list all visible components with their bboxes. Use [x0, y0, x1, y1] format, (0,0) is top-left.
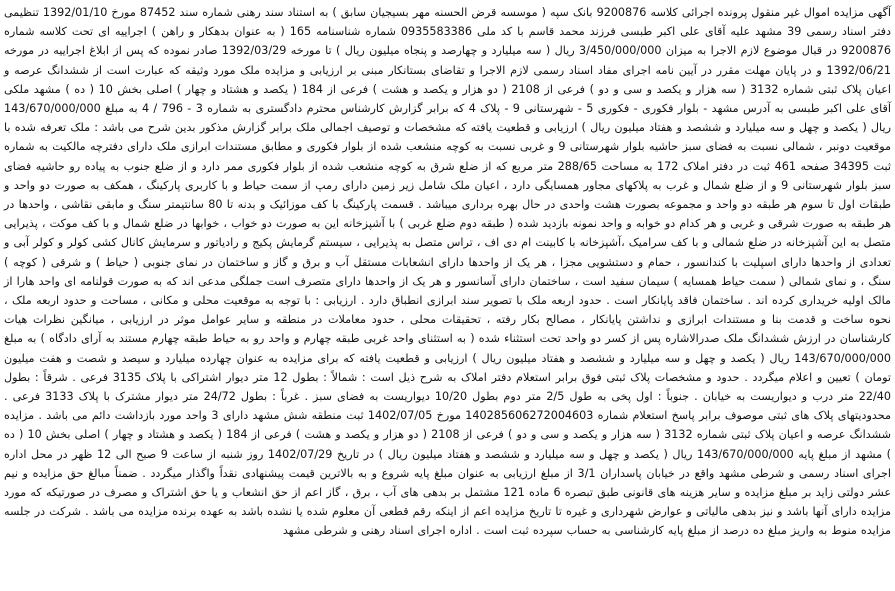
auction-notice-text: آگهی مزایده اموال غیر منقول پرونده اجرائی کلاسه 9200876 بانک سپه ( موسسه قرض الحسنه مهر بسیجیان سابق ) به استناد سند رهنی شماره سند 87452 مورخ 1392/01/10 تنظیمی دفتر اسناد رسمی 39 مشهد علیه آقای علی اکبر طبسی فرزند محمد قاسم با کد ملی 0935583386 شماره شناسنامه 165 ( به عنوان بدهکار و راهن ) اجراییه ای تحت کلاسه شماره 9200876 در قبال موضوع لازم الاجرا به میزان 3/450/000/000 ریال ( سه میلیارد و چهارصد و پنجاه میلیون ریال ) تا مورخه 1392/03/29 صادر نموده که پس از ابلاغ اجراییه در مورخه 1392/06/21 و در پایان مهلت مقرر در آیین نامه اجرای مفاد اسناد رسمی لازم الاجرا و تقاضای بستانکار مبنی بر ارزیابی و مزایده ملک مورد وثیقه که عبارت است از ششدانگ عرصه و اعیان پلاک ثبتی شماره 3132 ( سه هزار و یکصد و سی و دو ) فرعی از 2108 ( دو هزار و یکصد و هشت ) فرعی از 184 ( یکصد و هشتاد و چهار ) اصلی بخش 10 ( ده ) مشهد ملکی آقای علی اکبر طبسی به آدرس مشهد - بلوار فکوری - فکوری 5 - شهرستانی 9 - پلاک 4 که برابر گزارش کارشناس محترم دادگستری به شماره 3 - 796 / 4 به مبلغ 143/670/000/000 ریال ( یکصد و چهل و سه میلیارد و ششصد و هفتاد میلیون ریال ) ارزیابی و قطعیت یافته که مشخصات و توصیف اجمالی ملک برابر گزارش مذکور بدین شرح می باشد : ملک تعرفه شده با موقعیت دونبر ، شمالی نسبت به فضای سبز حاشیه بلوار شهرستانی 9 و غربی نسبت به کوچه منشعب شده از بلوار فکوری و مطابق مستندات ابرازی ملک دارای دفترچه مالکیت به شماره ثبت 34395 صفحه 461 ثبت در دفتر املاک 172 به مساحت 288/65 متر مربع که از ضلع شرق به کوچه منشعب شده از بلوار فکوری ممر دارد و از ضلع جنوب به پیاده رو حاشیه فضای سبز بلوار شهرستانی 9 و از ضلع شمال و غرب به پلاکهای مجاور همسایگی دارد ، اعیان ملک شامل زیر زمین دارای رمپ از سمت حیاط و با کاربری پارکینگ ، همکف به صورت دو واحد و طبقات اول تا سوم هر طبقه دو واحد و مجموعه بصورت هشت واحدی در حال بهره برداری میباشد . قسمت پارکینگ با کف موزائیک و بدنه تا 80 سانتیمتر سنگ و مابقی نقاشی ، واحدها در هر طبقه به صورت شرقی و غربی و هر کدام دو خوابه و واحد نمونه بازدید شده ( طبقه دوم ضلع غربی ) با آشپزخانه این به صورت دو خواب ، خوابها در ضلع شمال و با کف موکت ، پذیرایی متصل به این آشپزخانه در ضلع شمالی و با کف سرامیک ،آشپزخانه با کابینت ام دی اف ، تراس متصل به پذیرایی ، سیستم گرمایش پکیج و رادیاتور و سرمایش کانال کشی کولر و کولر آبی و تعدادی از واحدها دارای اسپلیت با کندانسور ، حمام و دستشویی مجزا ، هر یک از واحدها دارای انشعابات مستقل آب و برق و گاز و ساختمان در نمای جنوبی ( حیاط ) و شرقی ( کوچه ) سنگ ، و نمای شمالی ( سمت حیاط همسایه ) سیمان سفید است ، ساختمان دارای آسانسور و هر یک از واحدها دارای متصرف است جملگی مدعی اند که به صورت قولنامه ای واحد هارا از مالک اولیه خریداری کرده اند . ساختمان فاقد پایانکار است . حدود اربعه ملک با تصویر سند ابرازی انطباق دارد . ارزیابی : با توجه به موقعیت محلی و مکانی ، مساحت و حدود اربعه ملک ، نحوه ساخت و قدمت بنا و مستندات ابرازی و نداشتن پایانکار ، مصالح بکار رفته ، تحقیقات محلی ، حدود معاملات در منطقه و سایر عوامل موثر در ارزیابی ، میانگین نظرات هیات کارشناسان در ارزش ششدانگ ملک صدرالاشاره پس از کسر دو واحد تحت استثناء شده ( به استثنای واحد غربی طبقه چهارم و واحد رو به حیاط طبقه چهارم مستند به آرای دادگاه ) به مبلغ 143/670/000/000 ریال ( یکصد و چهل و سه میلیارد و ششصد و هفتاد میلیون ریال ) ارزیابی و قطعیت یافته که برای مزایده به عنوان چهارده میلیارد و سیصد و شصت و هفت میلیون تومان ) تعیین و اعلام میگردد . حدود و مشخصات پلاک ثبتی فوق برابر استعلام دفتر املاک به شرح ذیل است : شمالاً : بطول 12 متر دیوار اشتراکی با پلاک 3135 فرعی . شرقاً : بطول 22/40 متر درب و دیواریست به خیابان . جنوباً : اول پخی به طول 2/5 متر دوم بطول 10/20 دیواریست به فضای سبز . غرباً : بطول 24/72 متر دیوار مشترک با پلاک 3133 فرعی . محدودیتهای پلاک های ثبتی موصوف برابر پاسخ استعلام شماره 140285606272004603 مورخ 1402/07/05 ثبت منطقه شش مشهد دارای 3 واحد مورد بازداشت دائم می باشد . مزایده ششدانگ عرصه و اعیان پلاک ثبتی شماره 3132 ( سه هزار و یکصد و سی و دو ) فرعی از 2108 ( دو هزار و یکصد و هشت ) فرعی از 184 ( یکصد و هشتاد و چهار ) اصلی بخش 10 ( ده ) مشهد از مبلغ پایه 143/670/000/000 ریال ( یکصد و چهل و سه میلیارد و ششصد و هفتاد میلیون ریال ) در تاریخ 1402/07/29 روز شنبه از ساعت 9 صبح الی 12 ظهر در محل اداره اجرای اسناد رسمی و شرطی مشهد واقع در خیابان پاسداران 3/1 از مبلغ ارزیابی به عنوان مبلغ پایه شروع و به بالاترین قیمت پیشنهادی نقداً واگذار میگردد . ضمناً مبالغ حق مزایده و نیم عشر دولتی زاید بر مبلغ مزایده و سایر هزینه های قانونی طبق تبصره 6 ماده 121 مشتمل بر بدهی های آب ، برق ، گاز اعم از حق انشعاب و یا حق اشتراک و مصرف در صورتیکه که مورد مزایده دارای آنها باشد و نیز بدهی مالیاتی و عوارض شهرداری و غیره تا تاریخ مزایده اعم از اینکه رقم قطعی آن معلوم شده یا نشده باشد به عهده برنده مزایده می باشد . شرکت در جلسه مزایده منوط به واریز مبلغ ده درصد از مبلغ پایه کارشناسی به حساب سپرده ثبت است . اداره اجرای اسناد رهنی و شرطی مشهد: [3, 6, 892, 538]
